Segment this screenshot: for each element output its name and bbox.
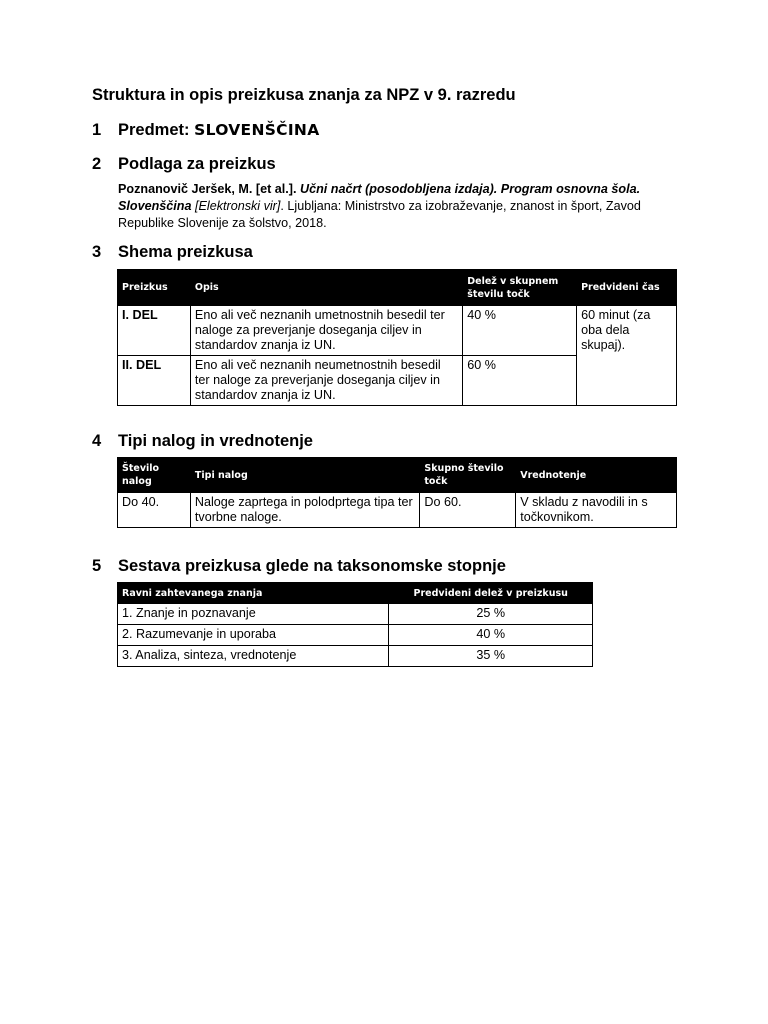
table-row (118, 493, 677, 528)
section-label: Shema preizkusa (118, 243, 253, 261)
section-number: 2 (92, 155, 102, 173)
schema-table (117, 269, 677, 406)
header-cas: Predvideni čas (577, 270, 677, 306)
reference-medium: [Elektronski vir] (195, 199, 281, 213)
cell-time: 60 minut (za oba dela skupaj). (577, 306, 677, 406)
cell-desc: Eno ali več neznanih neumetnostnih besedil ter naloge za preverjanje doseganja ciljev in standardov znanja iz UN. (190, 356, 462, 406)
section-label: Predmet: (118, 121, 195, 139)
header-tipi-nalog: Tipi nalog (190, 458, 419, 493)
header-delez: Delež v skupnem številu točk (463, 270, 577, 306)
table-row (118, 646, 593, 667)
cell-share: 40 % (389, 625, 593, 646)
subject-name: SLOVENŠČINA (194, 121, 320, 139)
reference-title: Učni načrt (posodobljena izdaja). Program osnovna šola. Slovenščina (118, 182, 641, 213)
taxonomy-table (117, 582, 593, 667)
section-3 (92, 243, 253, 262)
header-opis: Opis (190, 270, 462, 306)
section-number: 5 (92, 557, 102, 575)
cell-level: 3. Analiza, sinteza, vrednotenje (118, 646, 389, 667)
cell-share: 25 % (389, 604, 593, 625)
cell-level: 2. Razumevanje in uporaba (118, 625, 389, 646)
header-predvideni-delez: Predvideni delež v preizkusu (389, 583, 593, 604)
reference-citation (118, 181, 678, 232)
section-label: Tipi nalog in vrednotenje (118, 432, 313, 450)
reference-publisher: . Ljubljana: Ministrstvo za izobraževanje, znanost in šport, Zavod Republike Slovenije za šolstvo, 2018. (118, 199, 641, 230)
cell-count: Do 40. (118, 493, 191, 528)
reference-authors: Poznanovič Jeršek, M. [et al.]. (118, 182, 297, 196)
section-5 (92, 557, 506, 576)
section-1 (92, 121, 320, 140)
header-stevilo-nalog: Število nalog (118, 458, 191, 493)
header-ravni-znanja: Ravni zahtevanega znanja (118, 583, 389, 604)
cell-part: I. DEL (118, 306, 191, 356)
cell-types: Naloge zaprtega in polodprtega tipa ter tvorbne naloge. (190, 493, 419, 528)
cell-part: II. DEL (118, 356, 191, 406)
section-number: 3 (92, 243, 102, 261)
section-2 (92, 155, 276, 174)
header-skupno-tock: Skupno število točk (420, 458, 516, 493)
cell-share: 60 % (463, 356, 577, 406)
cell-points: Do 60. (420, 493, 516, 528)
header-vrednotenje: Vrednotenje (516, 458, 677, 493)
cell-share: 35 % (389, 646, 593, 667)
table-row (118, 306, 677, 356)
section-number: 4 (92, 432, 102, 450)
task-types-table (117, 457, 677, 528)
document-title: Struktura in opis preizkusa znanja za NPZ v 9. razredu (92, 86, 516, 104)
section-4 (92, 432, 313, 451)
cell-level: 1. Znanje in poznavanje (118, 604, 389, 625)
cell-evaluation: V skladu z navodili in s točkovnikom. (516, 493, 677, 528)
section-number: 1 (92, 121, 102, 139)
cell-desc: Eno ali več neznanih umetnostnih besedil ter naloge za preverjanje doseganja ciljev in standardov znanja iz UN. (190, 306, 462, 356)
table-row (118, 625, 593, 646)
cell-share: 40 % (463, 306, 577, 356)
section-label: Podlaga za preizkus (118, 155, 276, 173)
header-preizkus: Preizkus (118, 270, 191, 306)
section-label: Sestava preizkusa glede na taksonomske stopnje (118, 557, 506, 575)
table-row (118, 604, 593, 625)
